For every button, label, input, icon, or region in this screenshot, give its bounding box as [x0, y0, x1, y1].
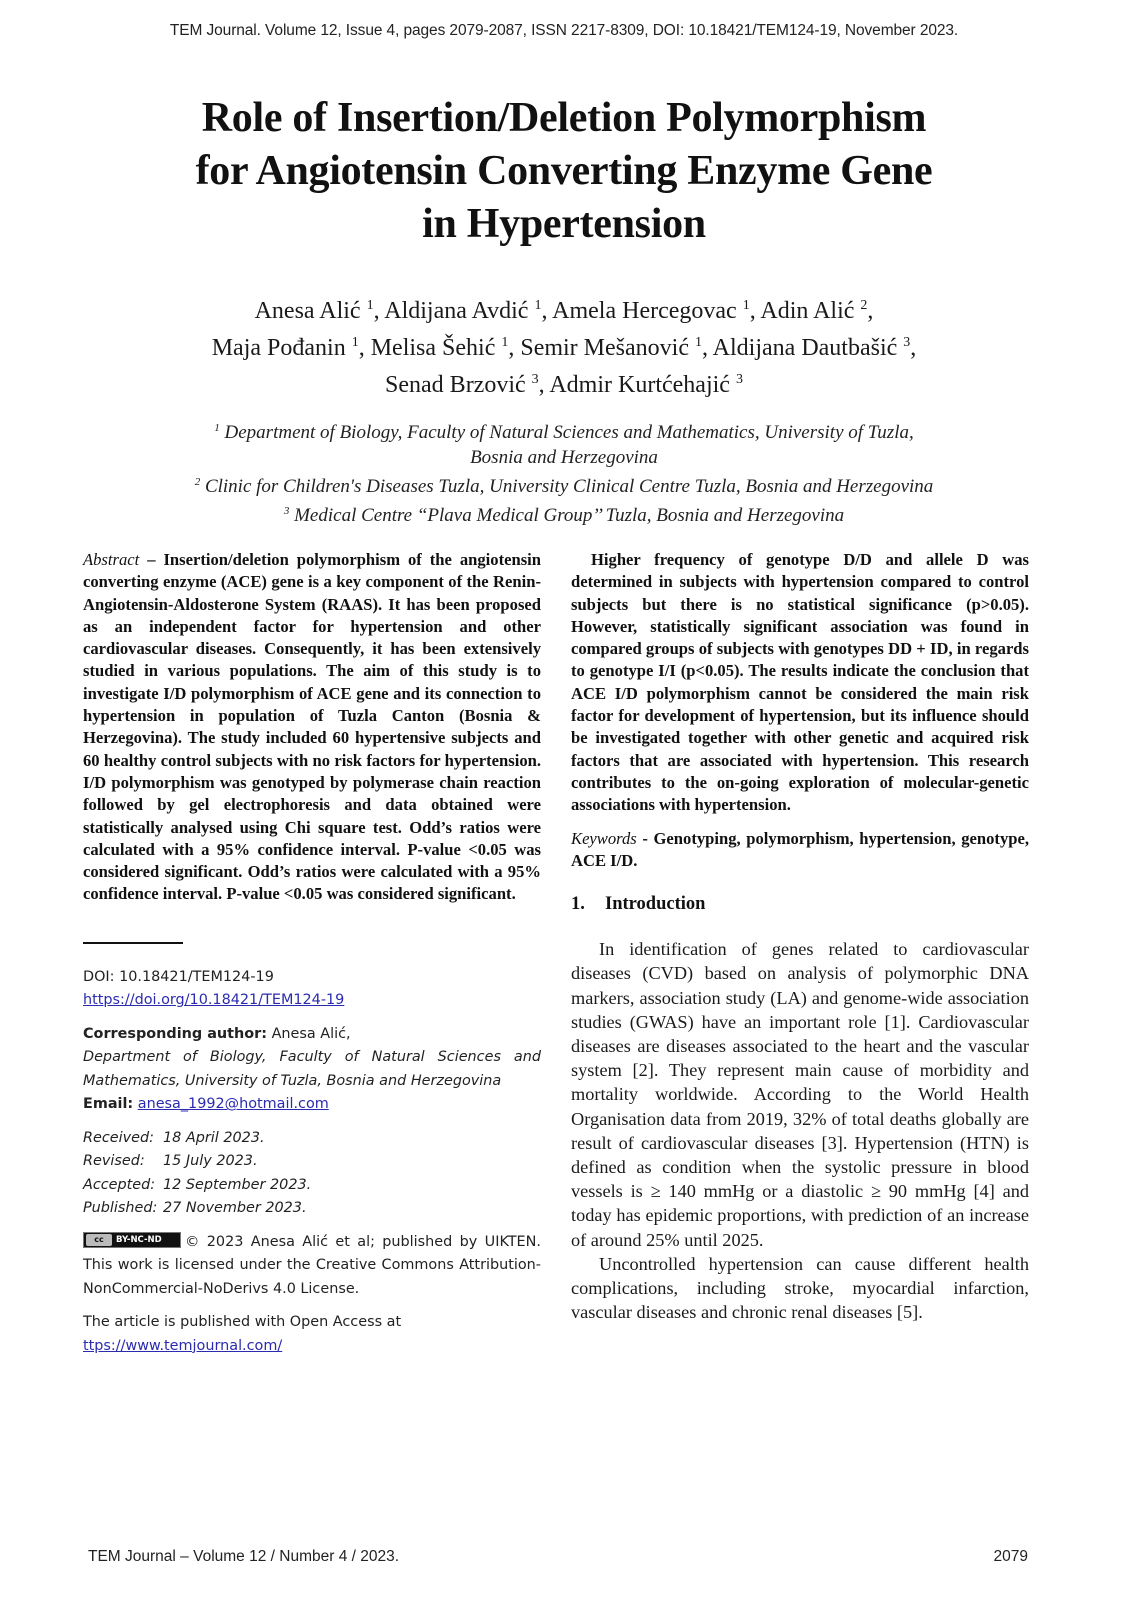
- open-access-block: [83, 1311, 541, 1358]
- author-name: Admir Kurtćehajić: [549, 372, 730, 398]
- author-name: Aldijana Dautbašić: [712, 335, 898, 361]
- author-list: [100, 290, 1028, 401]
- affiliation-list: [100, 416, 1028, 528]
- license-block: [83, 1231, 541, 1302]
- author-affiliation-mark: 3: [903, 335, 911, 350]
- corresponding-author-affiliation: Department of Biology, Faculty of Natural Sciences and Mathematics, University of Tuzla, Bosnia and Herzegovina: [83, 1049, 541, 1089]
- journal-link[interactable]: ttps://www.temjournal.com/: [83, 1337, 283, 1354]
- abstract-label: Abstract: [83, 550, 140, 569]
- title-line: Role of Insertion/Deletion Polymorphism: [201, 95, 927, 141]
- title-line: for Angiotensin Converting Enzyme Gene: [195, 148, 933, 194]
- corresponding-author-name: Anesa Alić,: [267, 1025, 351, 1042]
- intro-paragraph: In identification of genes related to cardiovascular diseases (CVD) based on analysis of polymorphic DNA markers, association study (LA) and genome-wide association studies (GWAS) have an important role [1]. Cardiovascular diseases are diseases associated to the heart and the vascular system [2]. They represent main cause of morbidity and mortality worldwide. According to the World Health Organisation data from 2019, 32% of total deaths globally are result of cardiovascular diseases [3]. Hypertension (HTN) is defined as condition when the systolic pressure in blood vessels is ≥ 140 mmHg or a diastolic ≥ 90 mmHg [4] and today has epidemic proportions, with prediction of an increase of around 25% until 2025.: [571, 939, 1029, 1250]
- email-label: Email:: [83, 1096, 134, 1113]
- left-column: [83, 549, 541, 1358]
- affiliation: $^1$ Department of Biology, Faculty of Natural Sciences and Mathematics, University of Tuzla,: [214, 422, 914, 443]
- author-name: Maja Pođanin: [211, 335, 346, 361]
- author-affiliation-mark: 1: [694, 335, 702, 350]
- date-row: Accepted: 12 September 2023.: [83, 1176, 312, 1193]
- cc-license-icon[interactable]: cc BY-NC-ND: [83, 1232, 181, 1248]
- author-name: Aldijana Avdić: [384, 298, 529, 324]
- right-column: [571, 549, 1029, 1324]
- keywords-label: Keywords: [571, 828, 637, 848]
- author-affiliation-mark: 3: [735, 372, 743, 387]
- footnote-divider: [83, 942, 183, 944]
- date-row: Published: 27 November 2023.: [83, 1200, 307, 1217]
- title-line: in Hypertension: [422, 201, 706, 247]
- section-heading-introduction: 1. Introduction: [571, 894, 706, 915]
- author-line: Senad Brzović $^3$, Admir Kurtćehajić $^3$: [385, 372, 743, 398]
- author-affiliation-mark: 1: [501, 335, 509, 350]
- open-access-text: The article is published with Open Access at: [83, 1314, 402, 1331]
- author-affiliation-mark: 1: [534, 298, 542, 313]
- author-line: Maja Pođanin $^1$, Melisa Šehić $^1$, Semir Mešanović $^1$, Aldijana Dautbašić $^3$,: [211, 335, 917, 361]
- abstract-continuation: Higher frequency of genotype D/D and allele D was determined in subjects with hypertension compared to control subjects but there is no statistical significance (p>0.05). However, statistically significant association was found in compared groups of subjects with genotypes DD + ID, in regards to genotype I/I (p<0.05). The results indicate the conclusion that ACE I/D polymorphism cannot be considered the main risk factor for development of hypertension, but its influence should be investigated together with other genetic and acquired risk factors that are associated with hypertension. This research contributes to the on-going exploration of molecular-genetic associations with hypertension.: [571, 550, 1029, 815]
- email-link[interactable]: anesa_1992@hotmail.com: [137, 1096, 329, 1113]
- author-affiliation-mark: 1: [742, 298, 750, 313]
- affiliation: $^3$ Medical Centre “Plava Medical Group’’ Tuzla, Bosnia and Herzegovina: [283, 505, 845, 526]
- author-name: Senad Brzović: [385, 372, 526, 398]
- author-affiliation-mark: 2: [860, 298, 868, 313]
- author-name: Adin Alić: [760, 298, 855, 324]
- intro-paragraph: Uncontrolled hypertension can cause different health complications, including stroke, myocardial infarction, vascular diseases and chronic renal diseases [5].: [571, 1253, 1029, 1323]
- date-row: Received: 18 April 2023.: [83, 1129, 265, 1146]
- doi-block: [83, 966, 541, 1013]
- author-name: Anesa Alić: [254, 298, 361, 324]
- author-affiliation-mark: 1: [351, 335, 359, 350]
- author-name: Semir Mešanović: [520, 335, 689, 361]
- author-name: Amela Hercegovac: [552, 298, 737, 324]
- paper-title: [100, 92, 1028, 251]
- author-affiliation-mark: 3: [531, 372, 539, 387]
- doi-link[interactable]: https://doi.org/10.18421/TEM124-19: [83, 992, 345, 1009]
- footer-journal: TEM Journal – Volume 12 / Number 4 / 2023.: [88, 1548, 400, 1565]
- keywords-text: Genotyping, polymorphism, hypertension, genotype, ACE I/D.: [571, 828, 1029, 870]
- affiliation: Bosnia and Herzegovina: [470, 447, 658, 468]
- doi-text: DOI: 10.18421/TEM124-19: [83, 968, 274, 985]
- author-name: Melisa Šehić: [370, 335, 496, 361]
- affiliation: $^2$ Clinic for Children's Diseases Tuzla, University Clinical Centre Tuzla, Bosnia and Herzegovina: [194, 476, 934, 497]
- abstract: Abstract – Insertion/deletion polymorphism of the angiotensin converting enzyme (ACE) gene is a key component of the Renin-Angiotensin-Aldosterone System (RAAS). It has been proposed as an independent factor for hypertension and other cardiovascular diseases. Consequently, it has been extensively studied in various populations. The aim of this study is to investigate I/D polymorphism of ACE gene and its connection to hypertension in population of Tuzla Canton (Bosnia & Herzegovina). The study included 60 hypertensive subjects and 60 healthy control subjects with no risk factors for hypertension. I/D polymorphism was genotyped by polymerase chain reaction followed by gel electrophoresis and data obtained were statistically analysed using Chi square test. Odd’s ratios were calculated with a 95% confidence interval. P-value <0.05 was considered significant. Odd’s ratios were calculated with a 95% confidence interval. P-value <0.05 was considered significant.: [83, 550, 542, 904]
- author-affiliation-mark: 1: [366, 298, 374, 313]
- author-line: Anesa Alić $^1$, Aldijana Avdić $^1$, Amela Hercegovac $^1$, Adin Alić $^2$,: [254, 298, 874, 324]
- abstract-text: Insertion/deletion polymorphism of the angiotensin converting enzyme (ACE) gene is a key component of the Renin-Angiotensin-Aldosterone System (RAAS). It has been proposed as an independent factor for hypertension and other cardiovascular diseases. Consequently, it has been extensively studied in various populations. The aim of this study is to investigate I/D polymorphism of ACE gene and its connection to hypertension in population of Tuzla Canton (Bosnia & Herzegovina). The study included 60 hypertensive subjects and 60 healthy control subjects with no risk factors for hypertension. I/D polymorphism was genotyped by polymerase chain reaction followed by gel electrophoresis and data obtained were statistically analysed using Chi square test. Odd’s ratios were calculated with a 95% confidence interval. P-value <0.05 was considered significant. Odd’s ratios were calculated with a 95% confidence interval. P-value <0.05 was considered significant.: [83, 550, 542, 904]
- keywords: Keywords - Genotyping, polymorphism, hypertension, genotype, ACE I/D.: [571, 828, 1029, 870]
- running-head: TEM Journal. Volume 12, Issue 4, pages 2079-2087, ISSN 2217-8309, DOI: 10.18421/TEM124-19, November 2023.: [169, 22, 959, 39]
- corresponding-author-block: [83, 1023, 541, 1117]
- date-row: Revised: 15 July 2023.: [83, 1153, 258, 1170]
- corresponding-author-label: Corresponding author:: [83, 1025, 268, 1042]
- dates-block: [83, 1127, 541, 1221]
- page-number: 2079: [993, 1548, 1028, 1565]
- license-text: © 2023 Anesa Alić et al; published by UIKTEN. This work is licensed under the Creative Commons Attribution-NonCommercial-NoDerivs 4.0 License.: [83, 1233, 541, 1297]
